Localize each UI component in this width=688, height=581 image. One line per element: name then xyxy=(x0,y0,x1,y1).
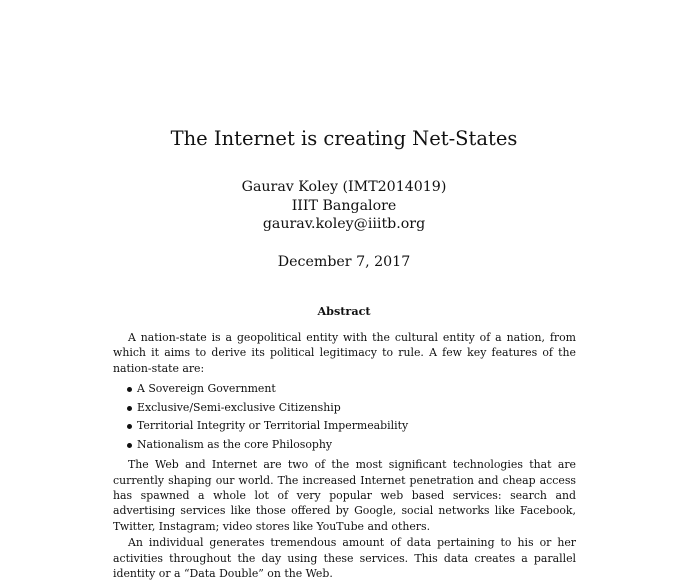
list-item xyxy=(113,436,576,455)
list-item-text: A Sovereign Government xyxy=(137,382,276,396)
author-email: gaurav.koley@iiitb.org xyxy=(262,216,426,232)
list-item-text: Nationalism as the core Philosophy xyxy=(137,437,333,451)
author-affiliation: IIIT Bangalore xyxy=(291,198,397,214)
abstract-intro: A nation-state is a geopolitical entity with the cultural entity of a nation, from which it aims to derive its political legitimacy to rule. A few key features of the nation-state are: xyxy=(113,331,576,375)
paper-date: December 7, 2017 xyxy=(277,254,411,270)
abstract-paragraph-2: The Web and Internet are two of the most significant technologies that are currently shaping our world. The increased Internet penetration and cheap access has spawned a whole lot of very popular web based services: search and advertising services like those offered by Google, social networks like Facebook, Twitter, Instagram; video stores like YouTube and others. xyxy=(113,458,576,533)
bullet-icon xyxy=(127,387,132,392)
feature-list xyxy=(113,380,576,454)
author-name: Gaurav Koley (IMT2014019) xyxy=(241,179,447,195)
abstract-heading: Abstract xyxy=(317,304,371,318)
bullet-icon xyxy=(127,424,132,429)
abstract-paragraph-3: An individual generates tremendous amount of data pertaining to his or her activities throughout the day using these services. This data creates a parallel identity or a “Data Double” on the Web. xyxy=(113,536,576,581)
list-item xyxy=(113,399,576,418)
paper-title: The Internet is creating Net-States xyxy=(170,127,518,150)
list-item xyxy=(113,417,576,436)
list-item-text: Exclusive/Semi-exclusive Citizenship xyxy=(137,400,341,414)
bullet-icon xyxy=(127,406,132,411)
list-item xyxy=(113,380,576,399)
bullet-icon xyxy=(127,443,132,448)
list-item-text: Territorial Integrity or Territorial Impermeability xyxy=(137,419,409,433)
abstract-body xyxy=(113,330,576,581)
